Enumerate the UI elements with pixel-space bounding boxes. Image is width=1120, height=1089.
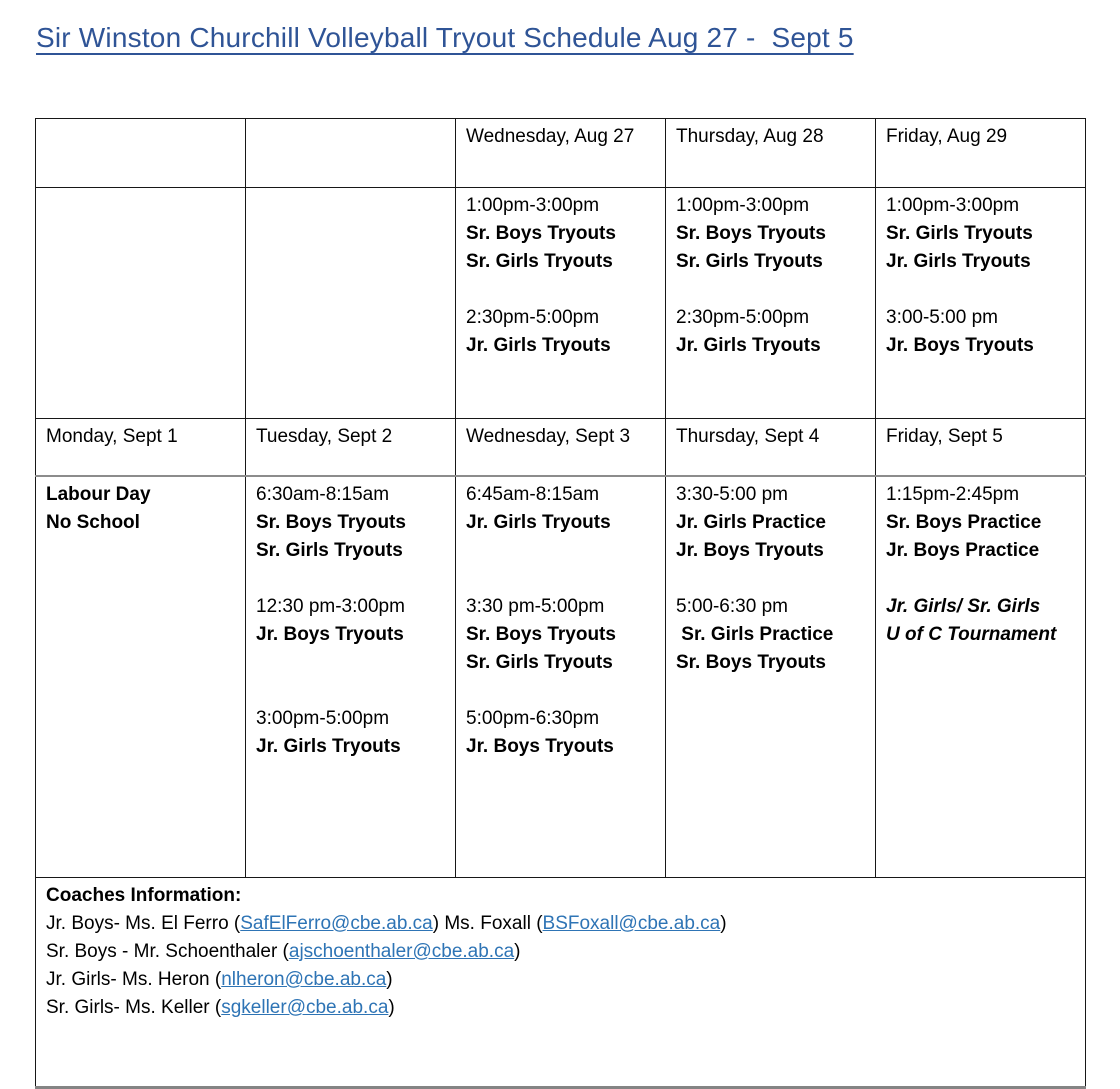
blank-line xyxy=(466,565,655,593)
event-name: Jr. Boys Tryouts xyxy=(676,540,824,561)
contact-text: Jr. Girls- Ms. Heron ( xyxy=(46,969,222,990)
schedule-cell xyxy=(666,476,876,878)
time-slot: 2:30pm-5:00pm xyxy=(676,307,810,328)
contact-text: ) Ms. Foxall ( xyxy=(432,913,543,934)
event-name: Jr. Girls Tryouts xyxy=(466,335,611,356)
schedule-cell xyxy=(36,188,246,419)
event-name: Labour Day xyxy=(46,484,151,505)
day-header-cell xyxy=(246,419,456,477)
time-slot: 6:30am-8:15am xyxy=(256,484,390,505)
blank-line xyxy=(466,537,655,565)
day-header-cell xyxy=(456,119,666,188)
time-slot: 6:45am-8:15am xyxy=(466,484,600,505)
event-name: Jr. Boys Tryouts xyxy=(256,624,404,645)
contact-text: ) xyxy=(720,913,727,934)
day-header-cell xyxy=(36,119,246,188)
event-name: Jr. Girls Practice xyxy=(676,512,826,533)
schedule-cell xyxy=(246,188,456,419)
day-header-cell xyxy=(246,119,456,188)
blank-line xyxy=(256,565,445,593)
day-header-label: Friday, Sept 5 xyxy=(886,426,1003,447)
day-header-label: Wednesday, Aug 27 xyxy=(466,126,635,147)
blank-line xyxy=(256,677,445,705)
event-name: Sr. Girls Tryouts xyxy=(676,251,823,272)
week2-content-row xyxy=(36,476,1086,878)
blank-line xyxy=(466,677,655,705)
email-link[interactable]: sgkeller@cbe.ab.ca xyxy=(221,997,389,1018)
tournament-note: Jr. Girls/ Sr. Girls xyxy=(886,596,1041,617)
blank-line xyxy=(466,276,655,304)
coach-contact-line xyxy=(46,994,1075,1022)
contact-text: ) xyxy=(388,997,395,1018)
event-name: Sr. Boys Tryouts xyxy=(676,223,826,244)
blank-line xyxy=(256,649,445,677)
blank-line xyxy=(676,565,865,593)
day-header-label: Thursday, Sept 4 xyxy=(676,426,820,447)
event-name: Sr. Boys Tryouts xyxy=(256,512,406,533)
email-link[interactable]: nlheron@cbe.ab.ca xyxy=(221,969,387,990)
tournament-note: U of C Tournament xyxy=(886,624,1057,645)
schedule-cell xyxy=(456,188,666,419)
coaches-info-row xyxy=(36,878,1086,1088)
email-link[interactable]: ajschoenthaler@cbe.ab.ca xyxy=(288,941,515,962)
time-slot: 3:30-5:00 pm xyxy=(676,484,788,505)
blank-line xyxy=(886,565,1075,593)
blank-line xyxy=(886,276,1075,304)
time-slot: 3:00pm-5:00pm xyxy=(256,708,390,729)
day-header-cell xyxy=(876,419,1086,477)
event-name: Sr. Boys Tryouts xyxy=(466,624,616,645)
week2-header-row xyxy=(36,419,1086,477)
coach-contact-line xyxy=(46,966,1075,994)
event-name: Sr. Girls Tryouts xyxy=(466,251,613,272)
tryout-schedule-table xyxy=(35,118,1086,1089)
schedule-cell xyxy=(876,188,1086,419)
coach-contact-line xyxy=(46,910,1075,938)
email-link[interactable]: BSFoxall@cbe.ab.ca xyxy=(542,913,721,934)
contact-text: ) xyxy=(386,969,393,990)
coaches-info-heading: Coaches Information: xyxy=(46,885,242,906)
event-name: Jr. Girls Tryouts xyxy=(676,335,821,356)
contact-text: Jr. Boys- Ms. El Ferro ( xyxy=(46,913,241,934)
contact-text: Sr. Boys - Mr. Schoenthaler ( xyxy=(46,941,289,962)
time-slot: 1:00pm-3:00pm xyxy=(886,195,1020,216)
time-slot: 2:30pm-5:00pm xyxy=(466,307,600,328)
email-link[interactable]: SafElFerro@cbe.ab.ca xyxy=(240,913,433,934)
day-header-label: Wednesday, Sept 3 xyxy=(466,426,631,447)
event-name: Jr. Boys Practice xyxy=(886,540,1040,561)
day-header-label: Friday, Aug 29 xyxy=(886,126,1008,147)
day-header-cell xyxy=(666,419,876,477)
schedule-cell xyxy=(246,476,456,878)
schedule-cell xyxy=(36,476,246,878)
event-name: Jr. Boys Tryouts xyxy=(886,335,1034,356)
event-name: Sr. Boys Tryouts xyxy=(676,652,826,673)
event-name: No School xyxy=(46,512,140,533)
time-slot: 1:00pm-3:00pm xyxy=(676,195,810,216)
event-name: Sr. Girls Tryouts xyxy=(466,652,613,673)
day-header-label: Monday, Sept 1 xyxy=(46,426,178,447)
page-title: Sir Winston Churchill Volleyball Tryout Schedule Aug 27 - Sept 5 xyxy=(36,22,854,53)
coach-contact-line xyxy=(46,938,1075,966)
day-header-label xyxy=(46,123,235,151)
event-name: Jr. Girls Tryouts xyxy=(256,736,401,757)
time-slot: 3:00-5:00 pm xyxy=(886,307,998,328)
day-header-label: Thursday, Aug 28 xyxy=(676,126,824,147)
time-slot: 12:30 pm-3:00pm xyxy=(256,596,405,617)
blank-line xyxy=(676,276,865,304)
schedule-cell xyxy=(876,476,1086,878)
contact-text: ) xyxy=(514,941,521,962)
event-name: Sr. Girls Practice xyxy=(676,624,834,645)
time-slot: 1:15pm-2:45pm xyxy=(886,484,1020,505)
time-slot: 5:00pm-6:30pm xyxy=(466,708,600,729)
week1-content-row xyxy=(36,188,1086,419)
contact-text: Sr. Girls- Ms. Keller ( xyxy=(46,997,222,1018)
day-header-cell xyxy=(876,119,1086,188)
event-name: Sr. Girls Tryouts xyxy=(886,223,1033,244)
time-slot: 1:00pm-3:00pm xyxy=(466,195,600,216)
day-header-label: Tuesday, Sept 2 xyxy=(256,426,393,447)
event-name: Sr. Boys Practice xyxy=(886,512,1042,533)
time-slot: 5:00-6:30 pm xyxy=(676,596,788,617)
schedule-cell xyxy=(666,188,876,419)
event-name: Sr. Girls Tryouts xyxy=(256,540,403,561)
event-name: Jr. Girls Tryouts xyxy=(466,512,611,533)
event-name: Sr. Boys Tryouts xyxy=(466,223,616,244)
week1-header-row xyxy=(36,119,1086,188)
time-slot: 3:30 pm-5:00pm xyxy=(466,596,605,617)
event-name: Jr. Boys Tryouts xyxy=(466,736,614,757)
event-name: Jr. Girls Tryouts xyxy=(886,251,1031,272)
day-header-cell xyxy=(36,419,246,477)
day-header-label xyxy=(256,123,445,151)
schedule-cell xyxy=(456,476,666,878)
day-header-cell xyxy=(666,119,876,188)
coaches-info-cell xyxy=(36,878,1086,1088)
day-header-cell xyxy=(456,419,666,477)
